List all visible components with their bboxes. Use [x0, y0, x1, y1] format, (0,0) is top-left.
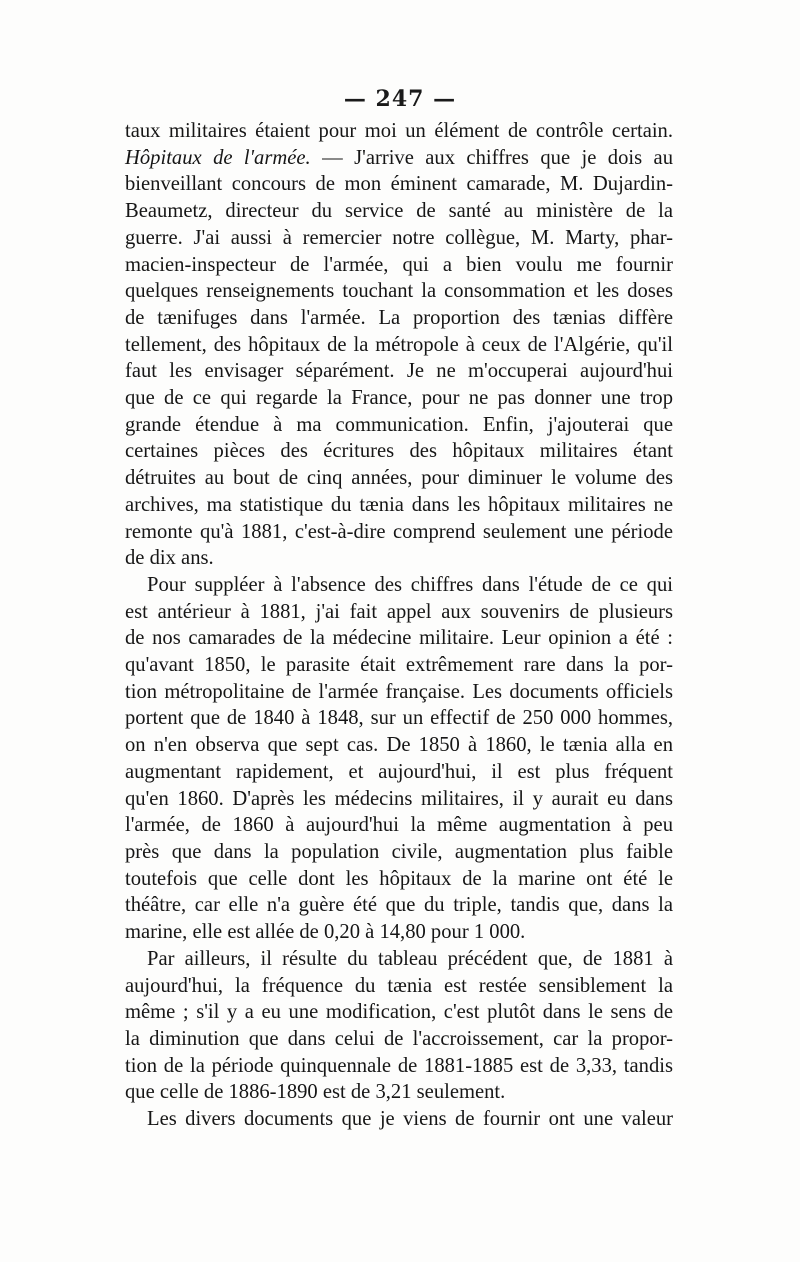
italic-section-heading: Hôpitaux de l'armée.: [125, 146, 311, 169]
page-number: — 247 —: [343, 86, 457, 112]
text-line: Beaumetz, directeur du service de santé au ministère de la: [125, 200, 673, 223]
text-line: faut les envisager séparément. Je ne m'occuperai aujourd'hui: [125, 360, 673, 383]
text-line: que celle de 1886-1890 est de 3,21 seulement.: [125, 1081, 506, 1104]
text-line: tellement, des hôpitaux de la métropole à ceux de l'Algérie, qu'il: [125, 333, 673, 356]
text-line: Par ailleurs, il résulte du tableau précédent que, de 1881 à: [147, 947, 673, 970]
text-line: de dix ans.: [125, 547, 214, 570]
text-line: est antérieur à 1881, j'ai fait appel aux souvenirs de plusieurs: [125, 600, 673, 623]
text-line: remonte qu'à 1881, c'est-à-dire comprend seulement une période: [125, 520, 673, 543]
text-line: qu'avant 1850, le parasite était extrêmement rare dans la por-: [125, 654, 673, 677]
text-line: près que dans la population civile, augmentation plus faible: [125, 840, 673, 863]
body-text: [125, 118, 673, 1133]
text-line: que de ce qui regarde la France, pour ne pas donner une trop: [125, 387, 673, 410]
text-line: de nos camarades de la médecine militaire. Leur opinion a été :: [125, 627, 673, 650]
text-line: on n'en observa que sept cas. De 1850 à 1860, le tænia alla en: [125, 734, 673, 757]
text-line: toutefois que celle dont les hôpitaux de la marine ont été le: [125, 867, 673, 890]
text-line: tion métropolitaine de l'armée française. Les documents officiels: [125, 680, 673, 703]
text-line: tion de la période quinquennale de 1881-1885 est de 3,33, tandis: [125, 1054, 673, 1077]
text-line: Les divers documents que je viens de fournir ont une valeur: [147, 1108, 673, 1131]
text-line: marine, elle est allée de 0,20 à 14,80 pour 1 000.: [125, 921, 526, 944]
text-line: l'armée, de 1860 à aujourd'hui la même augmentation à peu: [125, 814, 673, 837]
text-line: détruites au bout de cinq années, pour diminuer le volume des: [125, 467, 673, 490]
text-line: aujourd'hui, la fréquence du tænia est restée sensiblement la: [125, 974, 673, 997]
text-line: portent que de 1840 à 1848, sur un effectif de 250 000 hommes,: [125, 707, 673, 730]
text-line: qu'en 1860. D'après les médecins militaires, il y aurait eu dans: [125, 787, 673, 810]
text-line: quelques renseignements touchant la consommation et les doses: [125, 280, 673, 303]
text-line: bienveillant concours de mon éminent camarade, M. Dujardin-: [125, 173, 673, 196]
text-line: même ; s'il y a eu une modification, c'est plutôt dans le sens de: [125, 1001, 673, 1024]
text-line: théâtre, car elle n'a guère été que du triple, tandis que, dans la: [125, 894, 673, 917]
text-line: augmentant rapidement, et aujourd'hui, il est plus fréquent: [125, 760, 673, 783]
text-line: certaines pièces des écritures des hôpitaux militaires étant: [125, 440, 673, 463]
text-line: de tænifuges dans l'armée. La proportion des tænias diffère: [125, 306, 673, 329]
text-line: archives, ma statistique du tænia dans les hôpitaux militaires ne: [125, 493, 673, 516]
text-line: Pour suppléer à l'absence des chiffres dans l'étude de ce qui: [147, 573, 673, 596]
text-line: guerre. J'ai aussi à remercier notre collègue, M. Marty, phar-: [125, 226, 673, 249]
text-line-with-italic-heading: [125, 145, 673, 172]
text-line: taux militaires étaient pour moi un élément de contrôle certain.: [125, 120, 673, 142]
text-line: grande étendue à ma communication. Enfin, j'ajouterai que: [125, 413, 673, 436]
text-line: macien-inspecteur de l'armée, qui a bien voulu me fournir: [125, 253, 673, 276]
text-line: la diminution que dans celui de l'accroissement, car la propor-: [125, 1027, 673, 1050]
text-line-rest: — J'arrive aux chiffres que je dois au: [310, 146, 673, 169]
